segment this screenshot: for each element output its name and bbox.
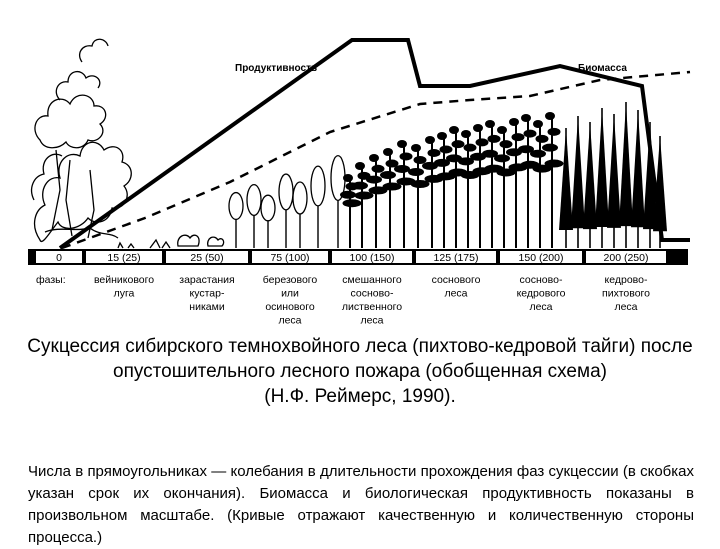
phase-duration: 25 (50) <box>190 252 224 264</box>
biomass-label: Биомасса <box>578 63 627 74</box>
phase-description-line: леса <box>360 314 384 327</box>
phase-description-line: кедрово- <box>604 274 648 286</box>
phase-description-line: пихтового <box>602 287 650 300</box>
forest-trees-illustration <box>229 102 667 248</box>
phase-description-line: или <box>281 287 299 300</box>
phase-description-line: кедрового <box>516 287 566 300</box>
caption-author: (Н.Ф. Реймерс, 1990). <box>264 386 456 407</box>
phase-boxes <box>36 251 666 264</box>
phase-description-line: никами <box>189 301 225 313</box>
phase-description-line: луга <box>113 287 135 300</box>
phase-description-line: лиственного <box>341 301 403 313</box>
phase-description-line: смешанного <box>342 274 402 286</box>
phase-duration: 200 (250) <box>603 252 649 264</box>
phase-description-line: сосново- <box>519 274 563 286</box>
phase-description-line: соснового <box>431 274 481 286</box>
phase-description-line: леса <box>529 301 553 313</box>
phase-descriptions <box>94 274 650 327</box>
phase-description-line: сосново- <box>350 287 394 300</box>
phase-duration: 125 (175) <box>433 252 479 264</box>
phase-duration: 0 <box>56 252 62 264</box>
figure-caption <box>20 334 700 409</box>
caption-title: Сукцессия сибирского темнохвойного леса (пихтово-кедровой тайги) после опустошительного лесного пожара (обобщенная схема) <box>27 336 693 382</box>
phase-description-line: березового <box>262 274 318 286</box>
phase-description-line: леса <box>614 301 638 313</box>
fire-smoke-illustration <box>32 39 132 241</box>
phase-description-line: леса <box>444 287 468 300</box>
phase-description-line: вейникового <box>93 274 155 286</box>
phase-description-line: зарастания <box>179 274 235 286</box>
phase-description-line: кустар- <box>189 287 225 300</box>
phases-label: фазы: <box>36 274 66 286</box>
phase-duration: 100 (150) <box>349 252 395 264</box>
phase-description-line: леса <box>278 314 302 327</box>
phase-duration: 75 (100) <box>270 252 310 264</box>
explanatory-note: Числа в прямоугольниках — колебания в длительности прохождения фаз сукцессии (в скобках указан срок их окончания). Биомасса и биологическая продуктивность показаны в произвольном масштабе. (Кривые отражают качественную и количественную стороны процесса.) <box>28 463 694 546</box>
phase-description-line: осинового <box>265 301 315 313</box>
phase-duration: 15 (25) <box>107 252 141 264</box>
shrubs-illustration <box>118 235 224 248</box>
productivity-label: Продуктивность <box>235 63 318 74</box>
phase-duration: 150 (200) <box>518 252 564 264</box>
